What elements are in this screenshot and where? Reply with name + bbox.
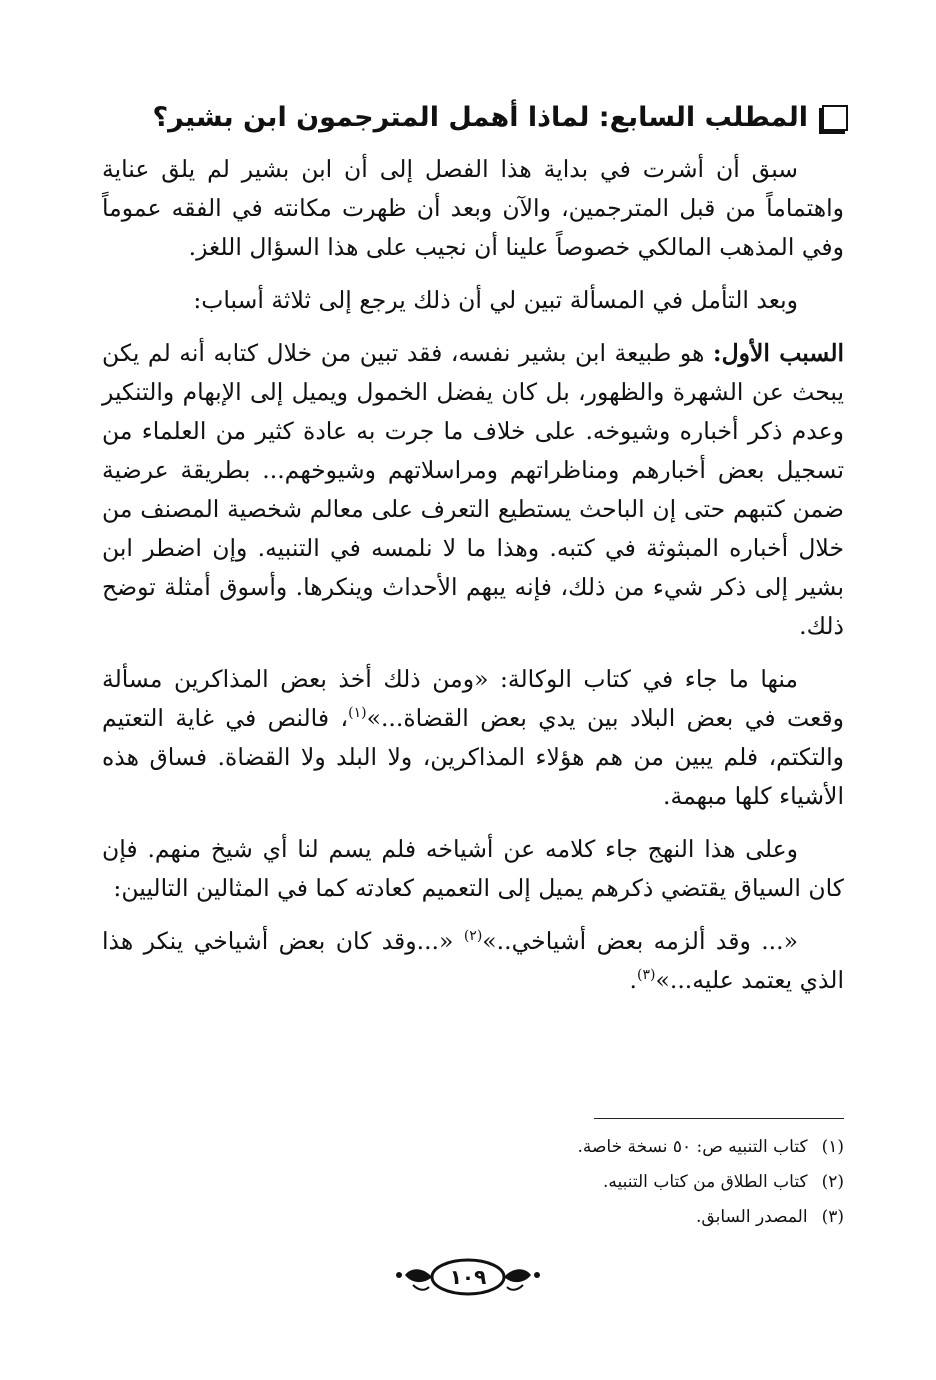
footnotes bbox=[244, 1130, 844, 1235]
page-number-ornament bbox=[393, 1255, 543, 1299]
paragraph-2: وبعد التأمل في المسألة تبين لي أن ذلك يرجع إلى ثلاثة أسباب: bbox=[193, 286, 798, 314]
body-text bbox=[102, 150, 844, 1014]
footnote-3 bbox=[244, 1200, 844, 1235]
footnote-number: (١) bbox=[821, 1137, 844, 1157]
paragraph-4-quote: منها ما جاء في كتاب الوكالة: «ومن ذلك أخذ بعض المذاكرين مسألة وقعت في بعض البلاد بين يدي بعض القضاة...» bbox=[102, 665, 844, 732]
footnote-number: (٣) bbox=[821, 1207, 844, 1227]
paragraph-3 bbox=[102, 334, 844, 646]
paragraph-6 bbox=[102, 922, 844, 1000]
footnote-ref-1[interactable]: (١) bbox=[348, 705, 367, 722]
paragraph-6-quote-2: «...وقد كان بعض أشياخي ينكر هذا الذي يعتمد عليه...» bbox=[102, 927, 844, 994]
paragraph-6-quote-1: «... وقد ألزمه بعض أشياخي..» bbox=[482, 927, 799, 955]
footnote-ref-2[interactable]: (٢) bbox=[463, 928, 483, 945]
paragraph-5: وعلى هذا النهج جاء كلامه عن أشياخه فلم يسم لنا أي شيخ منهم. فإن كان السياق يقتضي ذكرهم يميل إلى التعميم كعادته كما في المثالين التاليين: bbox=[102, 835, 844, 902]
footnote-2 bbox=[244, 1165, 844, 1200]
footnote-text: كتاب التنبيه ص: ٥٠ نسخة خاصة. bbox=[577, 1137, 808, 1157]
paragraph-3-lead: السبب الأول: bbox=[712, 339, 845, 367]
footnote-1 bbox=[244, 1130, 844, 1165]
paragraph-3-body: هو طبيعة ابن بشير نفسه، فقد تبين من خلال كتابه أنه لم يكن يبحث عن الشهرة والظهور، بل كان يفضل الخمول ويميل إلى الإبهام والتنكير وعدم ذكر أخباره وشيوخه. على خلاف ما جرت به عادة كثير من العلماء من تسجيل بعض أخبارهم ومناظراتهم ومراسلاتهم وشيوخهم... بطريقة عرضية ضمن كتبهم حتى إن الباحث يستطيع التعرف على معالم شخصية المصنف من خلال أخباره المبثوثة في كتبه. وهذا ما لا نلمسه في التنبيه. وإن اضطر ابن بشير إلى ذكر شيء من ذلك، فإنه يبهم الأحداث وينكرها. وأسوق أمثلة توضح ذلك. bbox=[102, 339, 844, 640]
paragraph-4-rest: ، فالنص في غاية التعتيم والتكتم، فلم يبين من هم هؤلاء المذاكرين، ولا البلد ولا القضاة. فساق هذه الأشياء كلها مبهمة. bbox=[102, 704, 844, 810]
footnote-text: المصدر السابق. bbox=[696, 1207, 808, 1227]
paragraph-6-end: . bbox=[629, 966, 637, 994]
footnote-text: كتاب الطلاق من كتاب التنبيه. bbox=[602, 1172, 808, 1192]
paragraph-1: سبق أن أشرت في بداية هذا الفصل إلى أن ابن بشير لم يلق عناية واهتماماً من قبل المترجمين، والآن وبعد أن ظهرت مكانته في الفقه عموماً وفي المذهب المالكي خصوصاً علينا أن نجيب على هذا السؤال اللغز. bbox=[102, 155, 844, 261]
paragraph-4 bbox=[102, 660, 844, 816]
footnote-separator bbox=[594, 1118, 844, 1119]
section-heading-text: المطلب السابع: لماذا أهمل المترجمون ابن بشير؟ bbox=[152, 102, 808, 133]
footnote-number: (٢) bbox=[821, 1172, 844, 1192]
section-heading bbox=[88, 98, 848, 138]
checkbox-square-icon bbox=[822, 105, 848, 131]
footnote-ref-3[interactable]: (٣) bbox=[637, 967, 656, 984]
page-number: ١٠٩ bbox=[449, 1265, 487, 1289]
page-number-area bbox=[0, 1255, 936, 1299]
